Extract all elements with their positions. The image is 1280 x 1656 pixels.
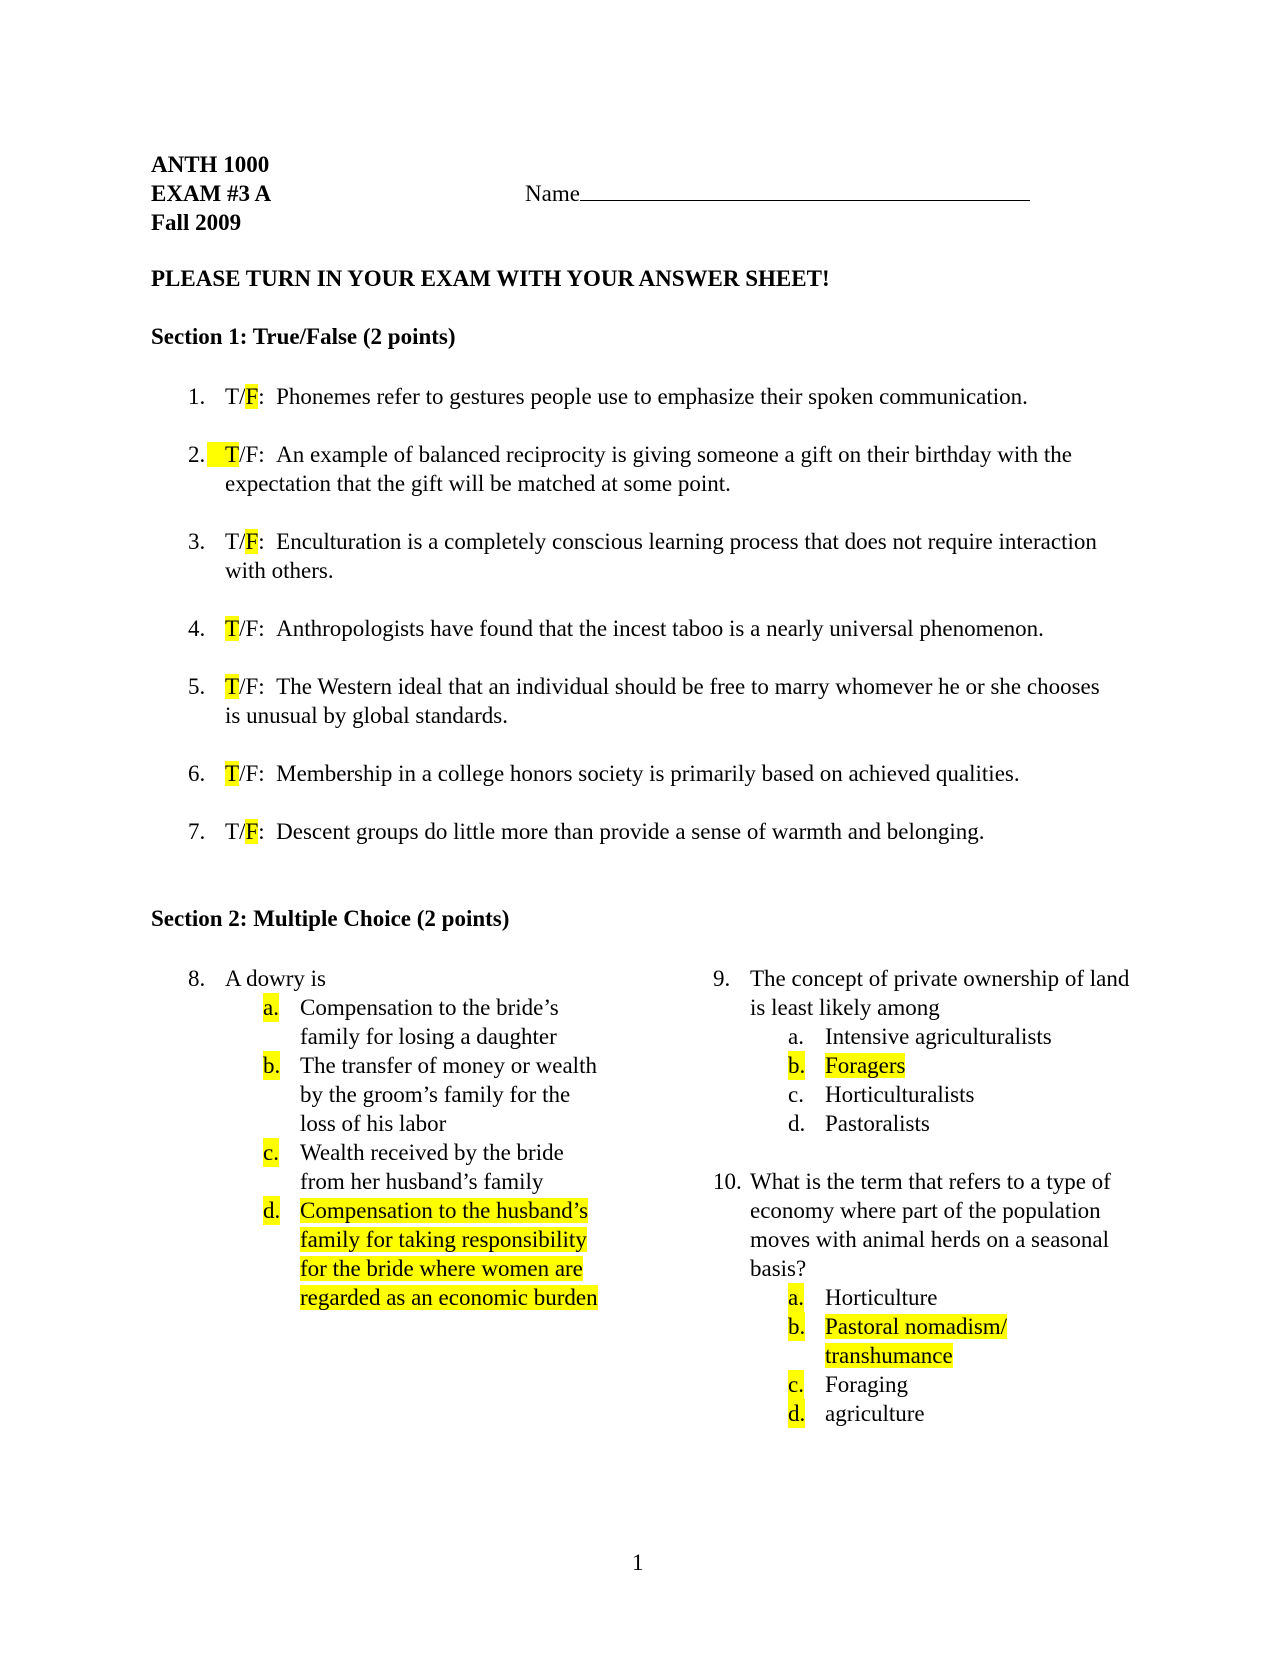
option-text-correct: Pastoral nomadism/ transhumance: [825, 1314, 1008, 1368]
option-text: Horticulturalists: [825, 1082, 975, 1107]
option-letter-marked: b.: [788, 1314, 806, 1339]
false-option-marked: F: [245, 384, 259, 409]
option-letter: a.: [788, 1024, 804, 1049]
false-option: F: [245, 674, 259, 699]
true-option: T: [225, 529, 240, 554]
statement: Membership in a college honors society is primarily based on achieved qualities.: [276, 761, 1020, 786]
section1-title: Section 1: True/False (2 points): [151, 324, 456, 349]
course-code: ANTH 1000: [151, 152, 270, 177]
item-number: 1.: [188, 384, 206, 409]
statement: The Western ideal that an individual should be free to marry whomever he or she chooses is unusual by global standards.: [225, 674, 1100, 728]
option-letter-marked: b.: [788, 1053, 806, 1078]
option-letter-marked: c.: [263, 1140, 279, 1165]
instruction: PLEASE TURN IN YOUR EXAM WITH YOUR ANSWER SHEET!: [151, 266, 830, 291]
exam-header: [151, 150, 271, 237]
option-letter-marked: c.: [788, 1372, 804, 1397]
tf-item-2: 2. T/F: An example of balanced reciprocity is giving someone a gift on their birthday with the expectation that the gift will be matched at some point.: [188, 442, 1072, 496]
option-text: agriculture: [825, 1401, 925, 1426]
false-option-marked: F: [245, 529, 259, 554]
question-stem: What is the term that refers to a type of economy where part of the population moves with animal herds on a seasonal basis?: [750, 1169, 1111, 1281]
question-number: 8.: [188, 966, 206, 991]
true-option: T: [225, 384, 240, 409]
true-option-marked: T: [207, 442, 239, 467]
tf-item-6: 6. T/F: Membership in a college honors society is primarily based on achieved qualities.: [188, 761, 1020, 786]
statement: Anthropologists have found that the incest taboo is a nearly universal phenomenon.: [276, 616, 1044, 641]
option-letter-marked: d.: [263, 1198, 281, 1223]
option-text: Intensive agriculturalists: [825, 1024, 1052, 1049]
statement: An example of balanced reciprocity is giving someone a gift on their birthday with the expectation that the gift will be matched at some point.: [225, 442, 1072, 496]
option-text: The transfer of money or wealth by the groom’s family for the loss of his labor: [300, 1053, 597, 1136]
tf-item-3: 3. T/F: Enculturation is a completely conscious learning process that does not require interaction with others.: [188, 529, 1097, 583]
question-number: 10.: [713, 1169, 742, 1194]
option-text-correct: Compensation to the husband’s family for taking responsibility for the bride where women are regarded as an economic burden: [300, 1198, 598, 1310]
statement: Phonemes refer to gestures people use to emphasize their spoken communication.: [276, 384, 1028, 409]
false-option: F: [245, 442, 259, 467]
option-letter-marked: a.: [263, 995, 279, 1020]
question-stem: The concept of private ownership of land is least likely among: [750, 966, 1130, 1020]
option-text: Wealth received by the bride from her husband’s family: [300, 1140, 564, 1194]
false-option-marked: F: [245, 819, 259, 844]
item-number: 5.: [188, 674, 206, 699]
question-number: 9.: [713, 966, 731, 991]
item-number: 4.: [188, 616, 206, 641]
page-number: 1: [632, 1550, 644, 1575]
tf-item-7: 7. T/F: Descent groups do little more than provide a sense of warmth and belonging.: [188, 819, 985, 844]
true-option-marked: T: [225, 761, 240, 786]
exam-title: EXAM #3 A: [151, 181, 272, 206]
true-option-marked: T: [225, 616, 240, 641]
option-text: Horticulture: [825, 1285, 938, 1310]
statement: Enculturation is a completely conscious learning process that does not require interaction with others.: [225, 529, 1097, 583]
false-option: F: [245, 761, 259, 786]
item-number: 6.: [188, 761, 206, 786]
option-text: Compensation to the bride’s family for losing a daughter: [300, 995, 559, 1049]
name-blank[interactable]: [580, 180, 1030, 201]
option-letter-marked: b.: [263, 1053, 281, 1078]
item-number: 7.: [188, 819, 206, 844]
false-option: F: [245, 616, 259, 641]
true-option: T: [225, 819, 240, 844]
name-field[interactable]: [525, 179, 1030, 208]
option-text-correct: Foragers: [825, 1053, 906, 1078]
option-letter: c.: [788, 1082, 804, 1107]
name-label: Name: [525, 181, 580, 206]
option-text: Pastoralists: [825, 1111, 930, 1136]
tf-item-4: 4. T/F: Anthropologists have found that the incest taboo is a nearly universal phenomenon.: [188, 616, 1044, 641]
tf-item-5: 5. T/F: The Western ideal that an individual should be free to marry whomever he or she chooses is unusual by global standards.: [188, 674, 1100, 728]
tf-item-1: 1. T/F: Phonemes refer to gestures people use to emphasize their spoken communication.: [188, 384, 1028, 409]
option-letter-marked: a.: [788, 1285, 804, 1310]
section2-title: Section 2: Multiple Choice (2 points): [151, 906, 510, 931]
item-number: 2.: [188, 442, 206, 467]
question-stem: A dowry is: [225, 966, 326, 991]
option-letter-marked: d.: [788, 1401, 806, 1426]
option-text: Foraging: [825, 1372, 909, 1397]
item-number: 3.: [188, 529, 206, 554]
statement: Descent groups do little more than provide a sense of warmth and belonging.: [276, 819, 985, 844]
exam-term: Fall 2009: [151, 210, 242, 235]
option-letter: d.: [788, 1111, 806, 1136]
true-option-marked: T: [225, 674, 240, 699]
